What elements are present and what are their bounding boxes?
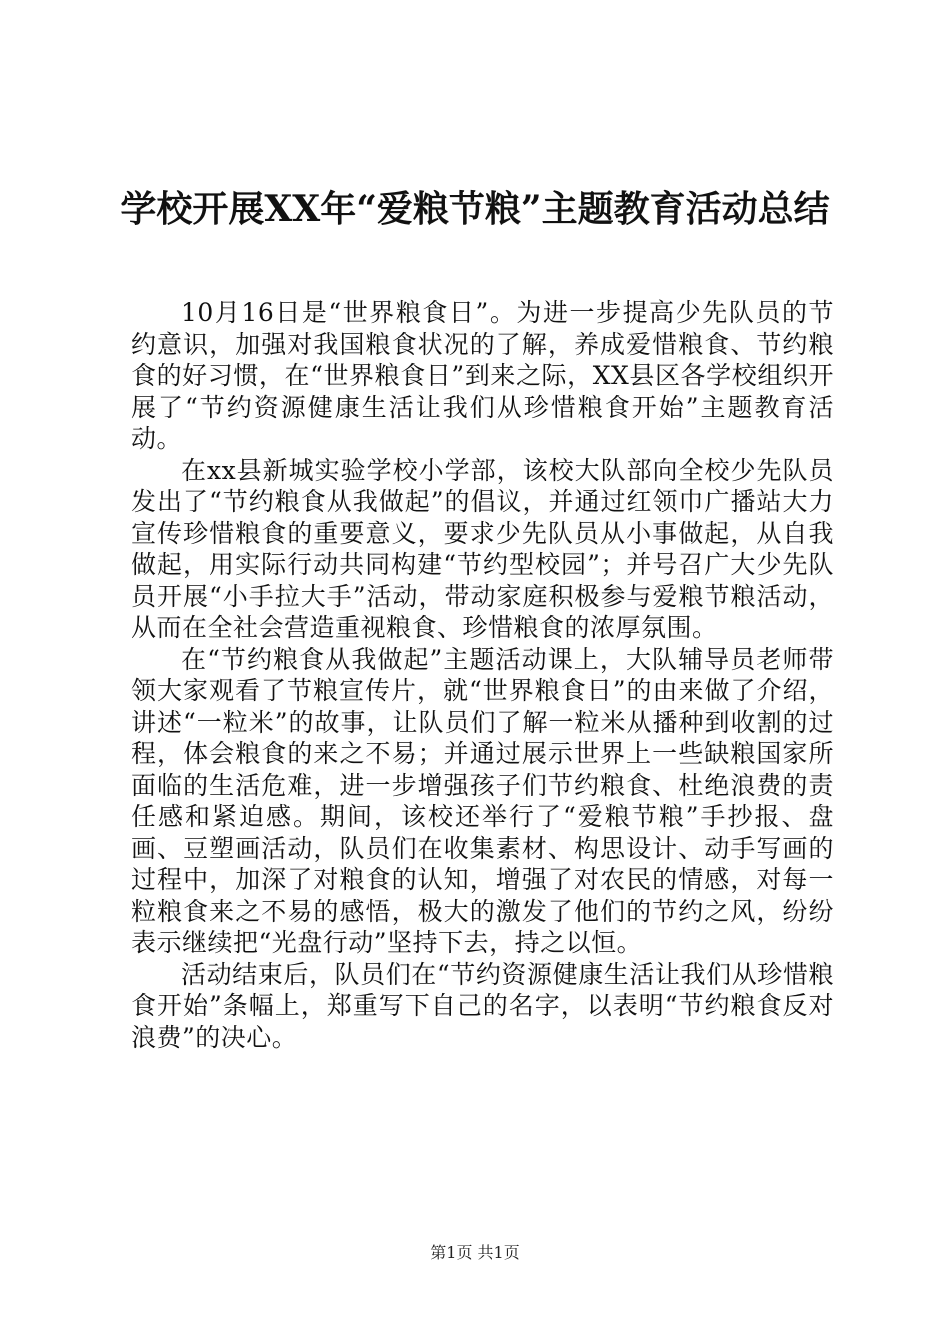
paragraph-3: 在“节约粮食从我做起”主题活动课上，大队辅导员老师带领大家观看了节粮宣传片，就“世界粮食日”的由来做了介绍，讲述“一粒米”的故事，让队员们了解一粒米从播种到收割的过程，体会粮食的来之不易；并通过展示世界上一些缺粮国家所面临的生活危难，进一步增强孩子们节约粮食、杜绝浪费的责任感和紧迫感。期间，该校还举行了“爱粮节粮”手抄报、盘画、豆塑画活动，队员们在收集素材、构思设计、动手写画的过程中，加深了对粮食的认知，增强了对农民的情感，对每一粒粮食来之不易的感悟，极大的激发了他们的节约之风，纷纷表示继续把“光盘行动”坚持下去，持之以恒。: [131, 644, 834, 957]
paragraph-1: 10月16日是“世界粮食日”。为进一步提高少先队员的节约意识，加强对我国粮食状况的了解，养成爱惜粮食、节约粮食的好习惯，在“世界粮食日”到来之际，XX县区各学校组织开展了“节约资源健康生活让我们从珍惜粮食开始”主题教育活动。: [131, 298, 834, 453]
document-title: 学校开展XX年“爱粮节粮”主题教育活动总结: [120, 188, 830, 230]
document-body: [131, 297, 834, 1053]
page-footer: 第1页 共1页: [430, 1243, 520, 1262]
paragraph-4: 活动结束后，队员们在“节约资源健康生活让我们从珍惜粮食开始”条幅上，郑重写下自己的名字，以表明“节约粮食反对浪费”的决心。: [131, 959, 834, 1052]
paragraph-2: 在xx县新城实验学校小学部，该校大队部向全校少先队员发出了“节约粮食从我做起”的倡议，并通过红领巾广播站大力宣传珍惜粮食的重要意义，要求少先队员从小事做起，从自我做起，用实际行动共同构建“节约型校园”；并号召广大少先队员开展“小手拉大手”活动，带动家庭积极参与爱粮节粮活动，从而在全社会营造重视粮食、珍惜粮食的浓厚氛围。: [131, 455, 834, 642]
